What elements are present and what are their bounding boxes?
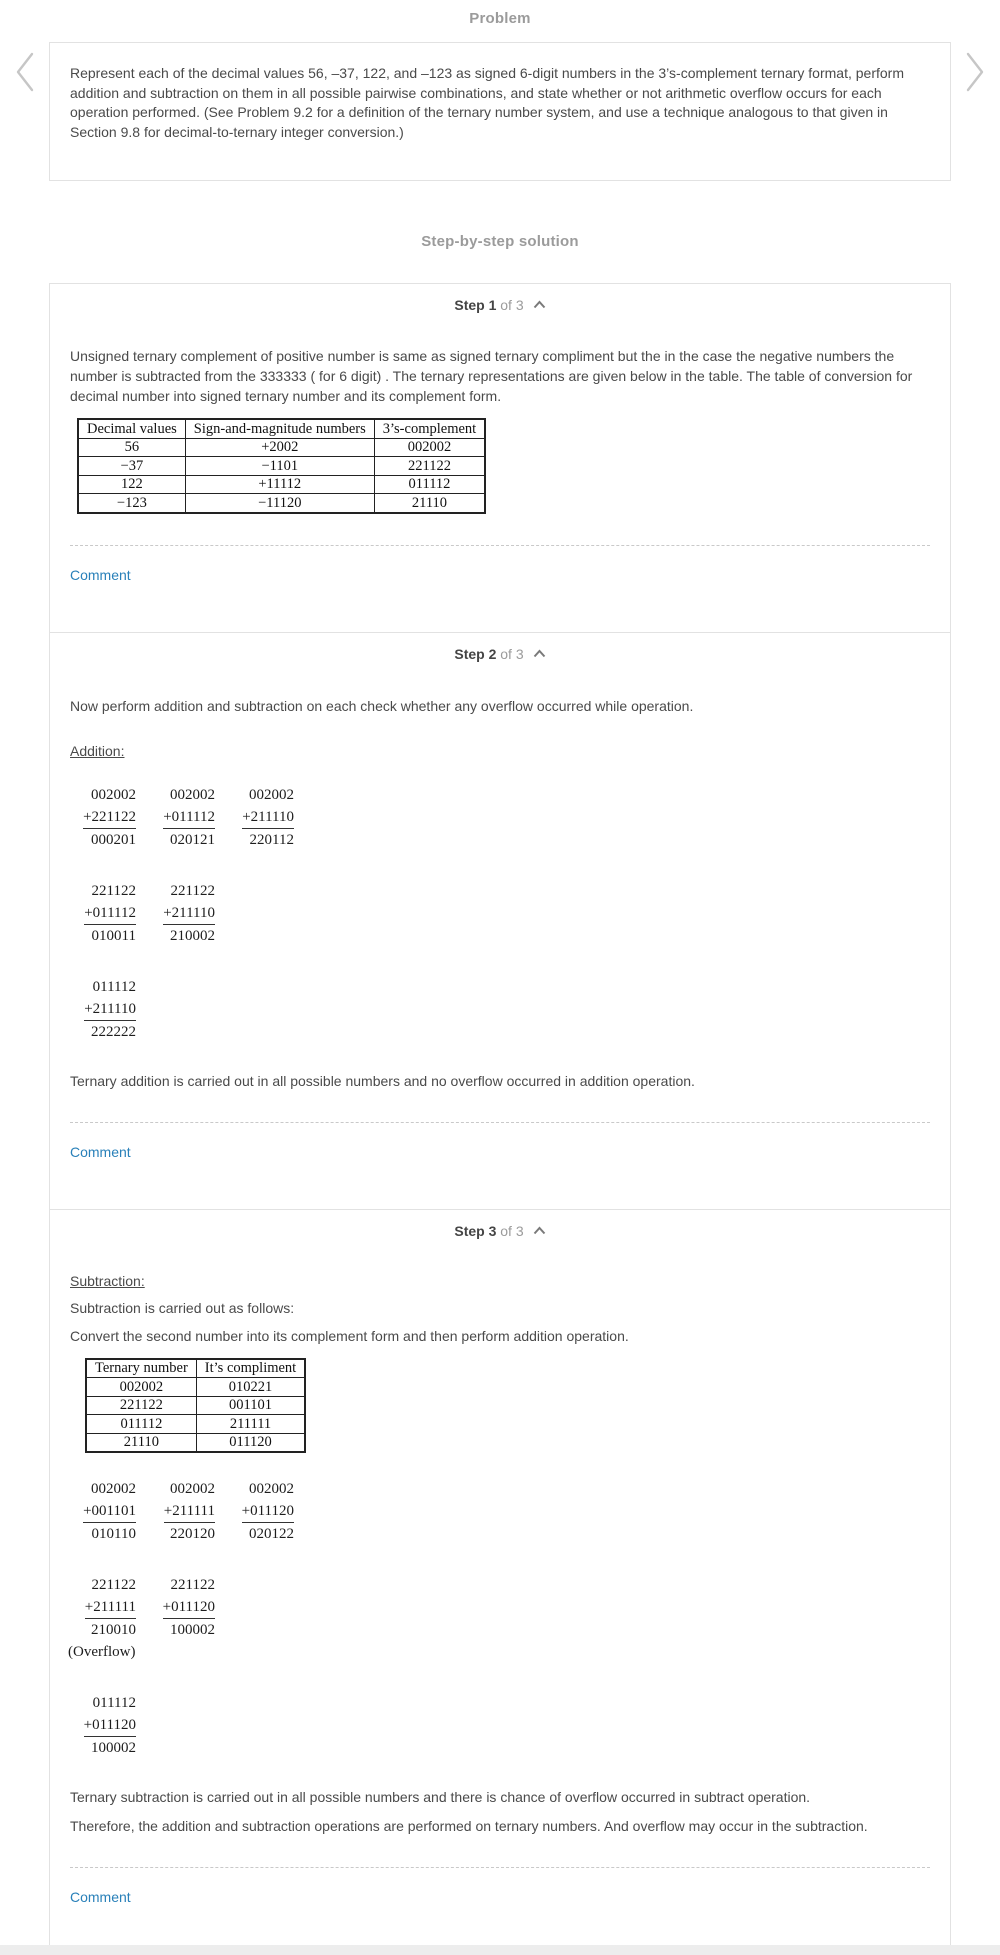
- comment-link[interactable]: Comment: [70, 567, 131, 583]
- operand-added: +211111: [153, 1500, 215, 1523]
- table-row: [86, 1433, 305, 1452]
- operand-added: +211111: [74, 1596, 136, 1619]
- result-value: 220120: [153, 1523, 215, 1545]
- table-header-cell: Decimal values: [78, 419, 185, 438]
- subtraction-label: Subtraction:: [70, 1273, 930, 1289]
- table-cell: 011112: [374, 475, 485, 494]
- table-cell: −37: [78, 457, 185, 476]
- table-row: [78, 494, 485, 513]
- page-bottom-strip: [0, 1945, 1000, 1955]
- operand-top: 011112: [74, 976, 136, 998]
- operand-top: 002002: [153, 784, 215, 806]
- chevron-left-icon: [10, 81, 40, 98]
- table-header-cell: It’s compliment: [196, 1359, 305, 1378]
- arithmetic-block: [153, 1574, 215, 1641]
- chevron-up-icon: [533, 297, 546, 312]
- arithmetic-block: [232, 1478, 294, 1545]
- arithmetic-block: [153, 1478, 215, 1545]
- operand-added: +011120: [232, 1500, 294, 1523]
- chevron-right-icon: [960, 81, 990, 98]
- table-row: [86, 1415, 305, 1434]
- step-of-label: of 3: [500, 646, 523, 662]
- operand-added: +211110: [74, 998, 136, 1021]
- operand-top: 221122: [74, 880, 136, 902]
- operand-added: +221122: [74, 806, 136, 829]
- operand-added: +211110: [232, 806, 294, 829]
- chevron-up-icon: [533, 1223, 546, 1238]
- table-cell: +2002: [185, 438, 374, 457]
- solution-title: Step-by-step solution: [0, 181, 1000, 250]
- conversion-table: [77, 418, 486, 514]
- table-cell: 21110: [86, 1433, 196, 1452]
- table-cell: 002002: [374, 438, 485, 457]
- problem-card: [49, 42, 951, 181]
- step-1-card: [49, 283, 951, 633]
- result-value: 210002: [153, 925, 215, 947]
- step-2-intro: Now perform addition and subtraction on each check whether any overflow occurred while operation.: [70, 696, 930, 716]
- table-header-cell: Ternary number: [86, 1359, 196, 1378]
- result-value: 220112: [232, 829, 294, 851]
- divider: [70, 1122, 930, 1123]
- step-2-header: [70, 646, 930, 662]
- operand-top: 002002: [232, 1478, 294, 1500]
- table-cell: −123: [78, 494, 185, 513]
- worksheet-row: [74, 976, 930, 1043]
- table-cell: 56: [78, 438, 185, 457]
- result-value: 000201: [74, 829, 136, 851]
- operand-top: 002002: [74, 784, 136, 806]
- table-cell: 011120: [196, 1433, 305, 1452]
- operand-top: 011112: [74, 1692, 136, 1714]
- worksheet-row: [74, 1574, 930, 1663]
- arithmetic-block: [74, 1574, 136, 1663]
- operand-top: 002002: [153, 1478, 215, 1500]
- table-cell: 211111: [196, 1415, 305, 1434]
- next-problem-button[interactable]: [960, 50, 990, 94]
- step-3-body: [70, 1273, 930, 1955]
- arithmetic-block: [74, 1692, 136, 1759]
- step-3-conclusion: Ternary subtraction is carried out in all possible numbers and there is chance of overflow occurred in subtract operation.: [70, 1787, 930, 1807]
- collapse-step-button[interactable]: [533, 297, 546, 312]
- arithmetic-block: [74, 1478, 136, 1545]
- operand-top: 002002: [74, 1478, 136, 1500]
- subtraction-worksheets: [74, 1478, 930, 1759]
- arithmetic-block: [74, 784, 136, 851]
- addition-worksheets: [74, 784, 930, 1043]
- table-row: [86, 1378, 305, 1397]
- operand-added: +011112: [153, 806, 215, 829]
- table-cell: 002002: [86, 1378, 196, 1397]
- step-of-label: of 3: [500, 297, 523, 313]
- result-value: 100002: [153, 1619, 215, 1641]
- operand-top: 002002: [232, 784, 294, 806]
- collapse-step-button[interactable]: [533, 1223, 546, 1238]
- result-value: 020121: [153, 829, 215, 851]
- result-value: 100002: [74, 1737, 136, 1759]
- operand-added: +011120: [153, 1596, 215, 1619]
- step-label: Step 2: [454, 646, 496, 662]
- steps-container: [0, 283, 1000, 1955]
- arithmetic-block: [232, 784, 294, 851]
- table-cell: 221122: [86, 1396, 196, 1415]
- comment-link[interactable]: Comment: [70, 1889, 131, 1905]
- worksheet-row: [74, 880, 930, 947]
- step-1-body: [70, 346, 930, 632]
- result-value: 010011: [74, 925, 136, 947]
- table-row: [86, 1396, 305, 1415]
- table-cell: 011112: [86, 1415, 196, 1434]
- table-cell: +11112: [185, 475, 374, 494]
- arithmetic-block: [153, 784, 215, 851]
- step-1-header: [70, 297, 930, 313]
- result-value: 222222: [74, 1021, 136, 1043]
- table-header-cell: Sign-and-magnitude numbers: [185, 419, 374, 438]
- arithmetic-block: [74, 880, 136, 947]
- worksheet-row: [74, 1692, 930, 1759]
- complement-table: [85, 1358, 306, 1454]
- operand-added: +211110: [153, 902, 215, 925]
- step-3-line1: Subtraction is carried out as follows:: [70, 1298, 930, 1318]
- operand-added: +011120: [74, 1714, 136, 1737]
- overflow-note: (Overflow): [68, 1641, 136, 1663]
- step-3-header: [70, 1223, 930, 1239]
- divider: [70, 1867, 930, 1868]
- result-value: 210010: [74, 1619, 136, 1641]
- table-cell: 21110: [374, 494, 485, 513]
- prev-problem-button[interactable]: [10, 50, 40, 94]
- table-cell: 010221: [196, 1378, 305, 1397]
- table-cell: 001101: [196, 1396, 305, 1415]
- comment-link[interactable]: Comment: [70, 1144, 131, 1160]
- chevron-up-icon: [533, 646, 546, 661]
- table-row: [78, 475, 485, 494]
- table-row: [78, 457, 485, 476]
- operand-top: 221122: [74, 1574, 136, 1596]
- result-value: 020122: [232, 1523, 294, 1545]
- table-cell: 221122: [374, 457, 485, 476]
- operand-top: 221122: [153, 880, 215, 902]
- step-2-body: [70, 696, 930, 1209]
- collapse-step-button[interactable]: [533, 646, 546, 661]
- operand-added: +011112: [74, 902, 136, 925]
- step-3-card: [49, 1210, 951, 1955]
- step-1-paragraph: Unsigned ternary complement of positive number is same as signed ternary compliment but the in the case the negative numbers the number is subtracted from the 333333 ( for 6 digit) . The ternary representations are given below in the table. The table of conversion for decimal number into signed ternary number and its complement form.: [70, 346, 928, 406]
- table-row: [78, 438, 485, 457]
- table-cell: −1101: [185, 457, 374, 476]
- problem-text: Represent each of the decimal values 56, –37, 122, and –123 as signed 6-digit numbers in the 3’s-complement ternary format, perform addition and subtraction on them in all possible pairwise combinations, and state whether or not arithmetic overflow occurs for each operation performed. (See Problem 9.2 for a definition of the ternary number system, and use a technique analogous to that given in Section 9.8 for decimal-to-ternary integer conversion.): [70, 64, 926, 142]
- divider: [70, 545, 930, 546]
- operand-top: 221122: [153, 1574, 215, 1596]
- result-value: 010110: [74, 1523, 136, 1545]
- step-2-card: [49, 633, 951, 1210]
- worksheet-row: [74, 1478, 930, 1545]
- step-of-label: of 3: [500, 1223, 523, 1239]
- worksheet-row: [74, 784, 930, 851]
- arithmetic-block: [153, 880, 215, 947]
- arithmetic-block: [74, 976, 136, 1043]
- step-label: Step 3: [454, 1223, 496, 1239]
- step-2-conclusion: Ternary addition is carried out in all possible numbers and no overflow occurred in addition operation.: [70, 1071, 930, 1091]
- step-3-line2: Convert the second number into its complement form and then perform addition operation.: [70, 1326, 930, 1346]
- step-label: Step 1: [454, 297, 496, 313]
- table-cell: 122: [78, 475, 185, 494]
- operand-added: +001101: [74, 1500, 136, 1523]
- step-3-conclusion2: Therefore, the addition and subtraction operations are performed on ternary numbers. And overflow may occur in the subtraction.: [70, 1816, 930, 1836]
- addition-label: Addition:: [70, 743, 930, 759]
- table-header-cell: 3’s-complement: [374, 419, 485, 438]
- table-cell: −11120: [185, 494, 374, 513]
- problem-title: Problem: [0, 0, 1000, 27]
